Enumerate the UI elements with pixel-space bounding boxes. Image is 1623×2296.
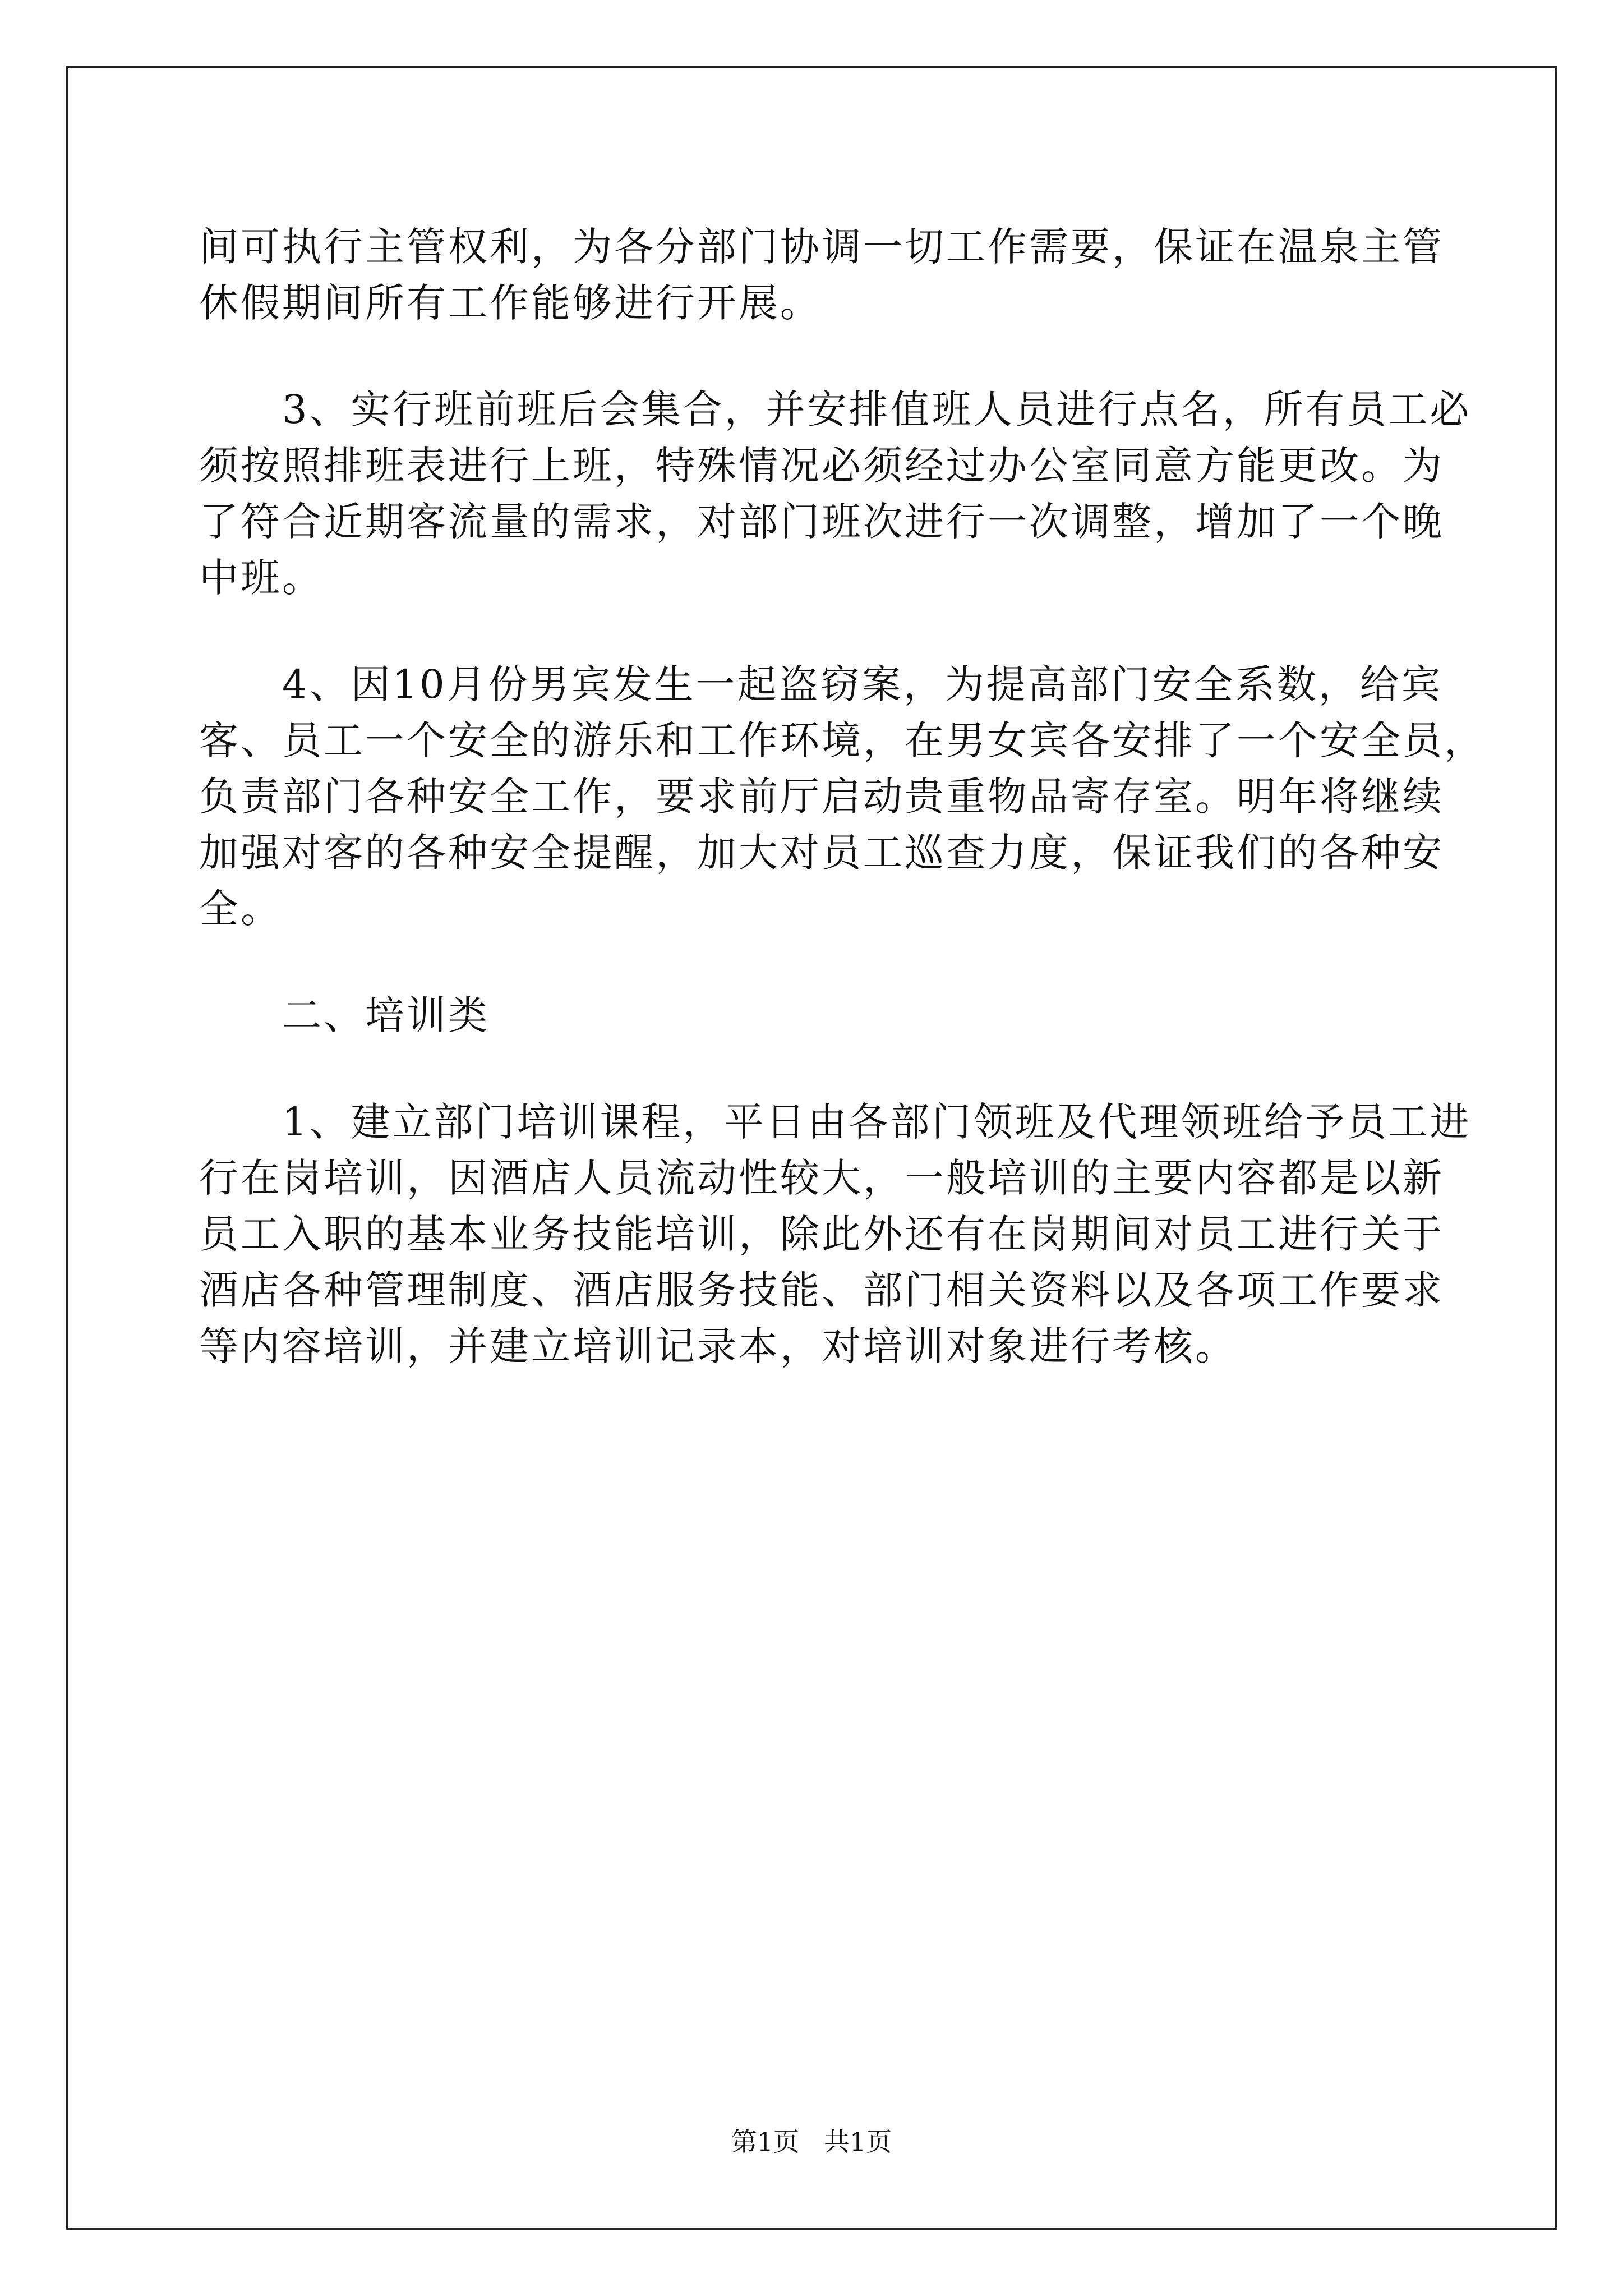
- text-line: 员工入职的基本业务技能培训，除此外还有在岗期间对员工进行关于: [199, 1211, 1444, 1257]
- text-line: 1、建立部门培训课程，平日由各部门领班及代理领班给予员工进: [282, 1099, 1472, 1145]
- text-line: 行在岗培训，因酒店人员流动性较大，一般培训的主要内容都是以新: [199, 1155, 1444, 1201]
- text-line: 了符合近期客流量的需求，对部门班次进行一次调整，增加了一个晚: [199, 499, 1444, 545]
- text-line: 4、因10月份男宾发生一起盗窃案，为提高部门安全系数，给宾: [282, 661, 1443, 707]
- paragraph-training-1: [199, 1094, 1472, 1374]
- text-line: 间可执行主管权利，为各分部门协调一切工作需要，保证在温泉主管: [199, 224, 1444, 270]
- text-line: 中班。: [199, 555, 324, 601]
- text-line: 3、实行班前班后会集合，并安排值班人员进行点名，所有员工必: [282, 386, 1472, 432]
- page-footer: [0, 2126, 1623, 2157]
- text-line: 酒店各种管理制度、酒店服务技能、部门相关资料以及各项工作要求: [199, 1267, 1444, 1313]
- text-line: 休假期间所有工作能够进行开展。: [199, 280, 822, 326]
- text-line: 等内容培训，并建立培训记录本，对培训对象进行考核。: [199, 1323, 1237, 1369]
- text-line: 加强对客的各种安全提醒，加大对员工巡查力度，保证我们的各种安: [199, 830, 1444, 876]
- paragraph-item-3: [199, 381, 1472, 606]
- section-heading-training: [199, 987, 1438, 1043]
- text-line: 客、员工一个安全的游乐和工作环境，在男女宾各安排了一个安全员，: [199, 717, 1486, 763]
- text-line: 须按照排班表进行上班，特殊情况必须经过办公室同意方能更改。为: [199, 443, 1444, 489]
- text-line: 负责部门各种安全工作，要求前厅启动贵重物品寄存室。明年将继续: [199, 774, 1444, 820]
- text-line: 全。: [199, 886, 282, 932]
- page-number: 第1页: [731, 2127, 800, 2157]
- footer-spacer: [799, 2127, 824, 2157]
- page-total: 共1页: [823, 2127, 892, 2157]
- section-heading: 二、培训类: [282, 992, 490, 1038]
- paragraph-continued: [199, 219, 1444, 331]
- paragraph-item-4: [199, 656, 1486, 937]
- document-body: [199, 219, 1486, 1374]
